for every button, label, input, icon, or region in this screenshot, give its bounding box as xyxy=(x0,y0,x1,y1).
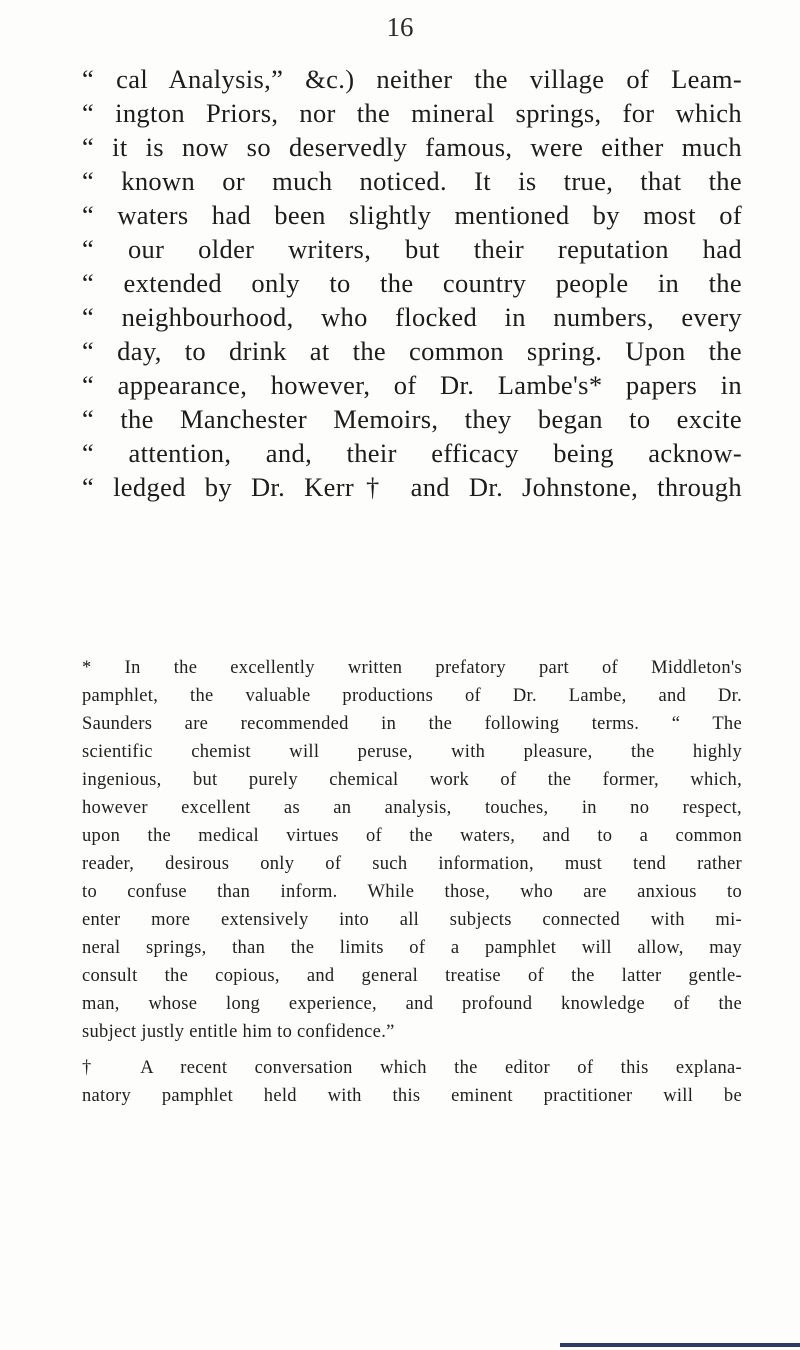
footnote-2-line: natory pamphlet held with this eminent practitioner will be xyxy=(82,1086,742,1106)
text-line: “ known or much noticed. It is true, that the xyxy=(82,166,742,196)
footnote-1-line: reader, desirous only of such information, must tend rather xyxy=(82,854,742,874)
footnote-1-line: upon the medical virtues of the waters, and to a common xyxy=(82,826,742,846)
text-line: “ appearance, however, of Dr. Lambe's* papers in xyxy=(82,370,742,400)
page-number: 16 xyxy=(386,12,414,42)
text-line: “ attention, and, their efficacy being acknow- xyxy=(82,438,742,468)
footnote-1-line: however excellent as an analysis, touches, in no respect, xyxy=(82,798,742,818)
footnote-1-line: enter more extensively into all subjects connected with mi- xyxy=(82,910,742,930)
footnote-1-line: ingenious, but purely chemical work of the former, which, xyxy=(82,770,742,790)
footnote-gap xyxy=(82,1046,742,1054)
text-line: “ waters had been slightly mentioned by most of xyxy=(82,200,742,230)
text-line: “ it is now so deservedly famous, were either much xyxy=(82,132,742,162)
footnotes xyxy=(82,654,742,1110)
footnote-2-line: † A recent conversation which the editor of this explana- xyxy=(82,1058,742,1078)
text-line: “ cal Analysis,” &c.) neither the village of Leam- xyxy=(82,64,742,94)
bottom-edge-rule xyxy=(560,1343,800,1347)
footnote-1-line: pamphlet, the valuable productions of Dr. Lambe, and Dr. xyxy=(82,686,742,706)
footnote-1-line: neral springs, than the limits of a pamphlet will allow, may xyxy=(82,938,742,958)
footnote-1-line: scientific chemist will peruse, with pleasure, the highly xyxy=(82,742,742,762)
footnote-1-line: * In the excellently written prefatory part of Middleton's xyxy=(82,658,742,678)
main-text xyxy=(82,62,742,504)
text-line: “ ington Priors, nor the mineral springs, for which xyxy=(82,98,742,128)
text-line: “ extended only to the country people in the xyxy=(82,268,742,298)
text-line: “ day, to drink at the common spring. Upon the xyxy=(82,336,742,366)
text-line: “ neighbourhood, who flocked in numbers, every xyxy=(82,302,742,332)
footnote-1-line: consult the copious, and general treatise of the latter gentle- xyxy=(82,966,742,986)
text-line: “ our older writers, but their reputation had xyxy=(82,234,742,264)
footnote-1-line: to confuse than inform. While those, who are anxious to xyxy=(82,882,742,902)
text-line: “ the Manchester Memoirs, they began to excite xyxy=(82,404,742,434)
footnote-1-line: subject justly entitle him to confidence.” xyxy=(82,1022,395,1042)
text-line: “ ledged by Dr. Kerr† and Dr. Johnstone, through xyxy=(82,472,742,502)
footnote-1-line: man, whose long experience, and profound knowledge of the xyxy=(82,994,742,1014)
footnote-1-line: Saunders are recommended in the following terms. “ The xyxy=(82,714,742,734)
